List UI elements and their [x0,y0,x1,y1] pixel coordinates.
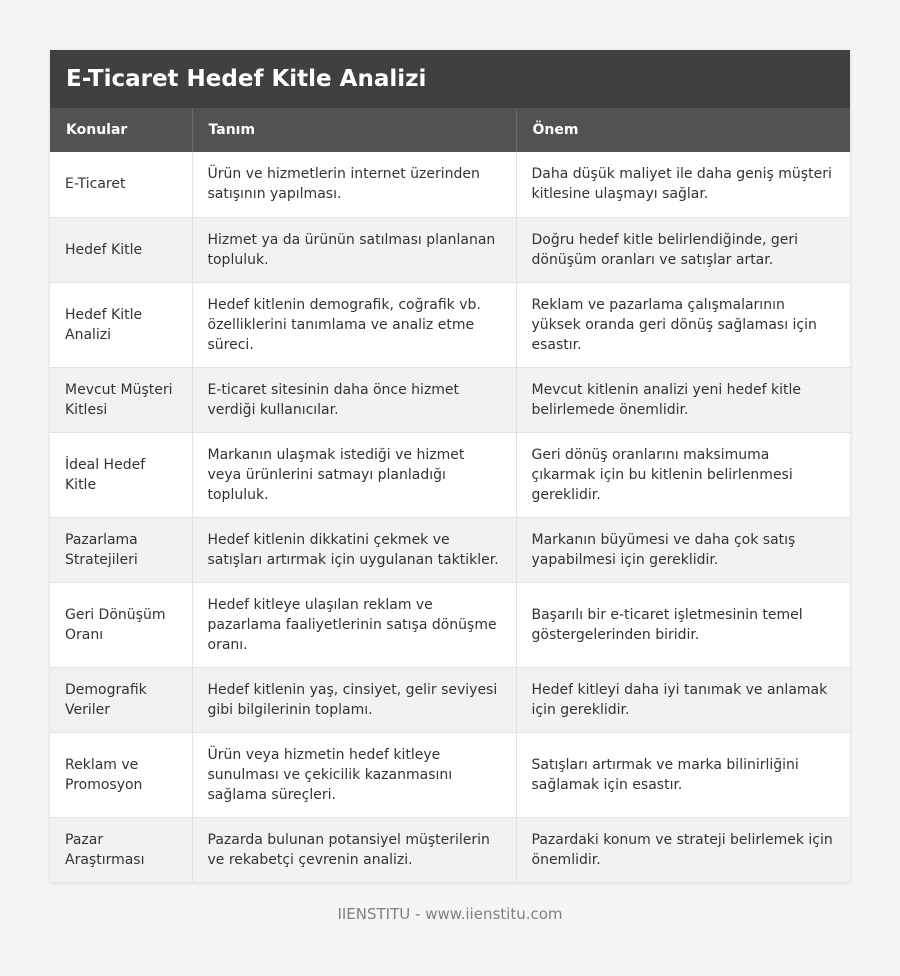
cell-definition: Hizmet ya da ürünün satılması planlanan topluluk. [192,217,516,282]
table-row [50,817,850,882]
table-row [50,282,850,367]
cell-topic: Pazar Araştırması [50,817,192,882]
table-body [50,152,850,882]
cell-topic: Hedef Kitle Analizi [50,282,192,367]
cell-definition: Markanın ulaşmak istediği ve hizmet veya ürünlerini satmayı planladığı topluluk. [192,432,516,517]
cell-definition: Hedef kitlenin dikkatini çekmek ve satışları artırmak için uygulanan taktikler. [192,517,516,582]
cell-importance: Satışları artırmak ve marka bilinirliğini sağlamak için esastır. [516,732,850,817]
cell-topic: Mevcut Müşteri Kitlesi [50,367,192,432]
table-row [50,732,850,817]
cell-definition: Pazarda bulunan potansiyel müşterilerin ve rekabetçi çevrenin analizi. [192,817,516,882]
table-header [50,108,850,152]
header-row [50,108,850,152]
footer-credit: IIENSTITU - www.iienstitu.com [337,905,563,923]
cell-importance: Mevcut kitlenin analizi yeni hedef kitle belirlemede önemlidir. [516,367,850,432]
cell-importance: Hedef kitleyi daha iyi tanımak ve anlamak için gereklidir. [516,667,850,732]
table-card [50,50,850,882]
page-title: E-Ticaret Hedef Kitle Analizi [50,50,850,108]
table-row [50,517,850,582]
table-row [50,582,850,667]
cell-definition: E-ticaret sitesinin daha önce hizmet verdiği kullanıcılar. [192,367,516,432]
table-row [50,217,850,282]
cell-definition: Hedef kitleye ulaşılan reklam ve pazarlama faaliyetlerinin satışa dönüşme oranı. [192,582,516,667]
cell-definition: Ürün ve hizmetlerin internet üzerinden satışının yapılması. [192,152,516,217]
cell-topic: E-Ticaret [50,152,192,217]
cell-topic: Geri Dönüşüm Oranı [50,582,192,667]
cell-definition: Hedef kitlenin demografik, coğrafik vb. özelliklerini tanımlama ve analiz etme süreci. [192,282,516,367]
cell-topic: Pazarlama Stratejileri [50,517,192,582]
cell-topic: İdeal Hedef Kitle [50,432,192,517]
analysis-table [50,108,850,882]
cell-topic: Reklam ve Promosyon [50,732,192,817]
table-row [50,432,850,517]
cell-topic: Demografik Veriler [50,667,192,732]
cell-importance: Daha düşük maliyet ile daha geniş müşteri kitlesine ulaşmayı sağlar. [516,152,850,217]
cell-importance: Doğru hedef kitle belirlendiğinde, geri dönüşüm oranları ve satışlar artar. [516,217,850,282]
table-row [50,667,850,732]
table-row [50,367,850,432]
cell-importance: Geri dönüş oranlarını maksimuma çıkarmak için bu kitlenin belirlenmesi gereklidir. [516,432,850,517]
cell-importance: Markanın büyümesi ve daha çok satış yapabilmesi için gereklidir. [516,517,850,582]
cell-definition: Hedef kitlenin yaş, cinsiyet, gelir seviyesi gibi bilgilerinin toplamı. [192,667,516,732]
cell-topic: Hedef Kitle [50,217,192,282]
column-header-konular: Konular [50,108,192,152]
cell-importance: Başarılı bir e-ticaret işletmesinin temel göstergelerinden biridir. [516,582,850,667]
column-header-tanim: Tanım [192,108,516,152]
cell-importance: Pazardaki konum ve strateji belirlemek için önemlidir. [516,817,850,882]
column-header-onem: Önem [516,108,850,152]
cell-importance: Reklam ve pazarlama çalışmalarının yüksek oranda geri dönüş sağlaması için esastır. [516,282,850,367]
cell-definition: Ürün veya hizmetin hedef kitleye sunulması ve çekicilik kazanmasını sağlama süreçleri. [192,732,516,817]
table-row [50,152,850,217]
